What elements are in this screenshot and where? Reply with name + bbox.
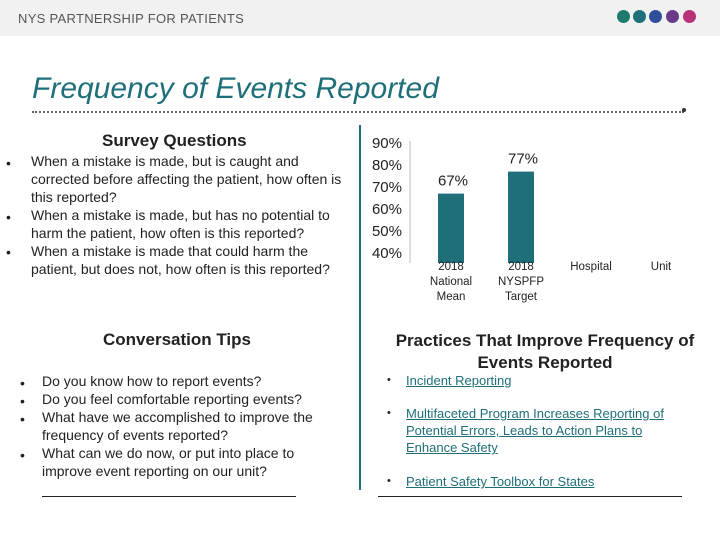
practices-underline <box>378 496 682 497</box>
x-tick-label: Hospital <box>570 261 612 273</box>
bullet-icon: • <box>6 209 11 225</box>
bar-nyspfp-target <box>508 172 534 263</box>
frequency-bar-chart <box>360 125 720 315</box>
page-title: Frequency of Events Reported <box>32 72 439 105</box>
x-tick-label: Target <box>505 291 537 303</box>
tips-list <box>42 372 342 480</box>
bullet-icon: • <box>6 244 11 260</box>
survey-list <box>31 152 353 278</box>
bullet-icon: • <box>387 407 391 419</box>
survey-question: When a mistake is made that could harm the patient, but does not, how often is this reported? <box>31 243 330 277</box>
bullet-icon: • <box>387 374 391 386</box>
x-tick-label: National <box>429 276 473 288</box>
data-label: 67% <box>437 172 469 190</box>
y-tick-label: 40% <box>371 245 402 262</box>
brand-dot <box>683 10 696 23</box>
brand-dot <box>633 10 646 23</box>
y-tick-label: 80% <box>371 157 402 174</box>
practices-heading: Practices That Improve Frequency of Events Reported <box>395 331 695 372</box>
link-patient-safety-toolbox[interactable]: Patient Safety Toolbox for States <box>406 474 595 489</box>
tip-item: Do you know how to report events? <box>42 373 262 389</box>
x-tick-label: 2018 <box>438 261 464 273</box>
y-tick-label: 90% <box>371 135 402 152</box>
brand-dots <box>617 10 712 24</box>
brand-dot <box>649 10 662 23</box>
link-incident-reporting[interactable]: Incident Reporting <box>406 373 512 388</box>
tips-underline <box>42 496 296 497</box>
bullet-icon: • <box>6 155 11 171</box>
x-tick-label: Mean <box>436 291 466 303</box>
top-banner <box>0 0 720 36</box>
organization-name: NYS PARTNERSHIP FOR PATIENTS <box>18 11 245 26</box>
x-tick-label: 2018 <box>508 261 534 273</box>
bullet-icon: • <box>20 411 25 427</box>
bullet-icon: • <box>20 375 25 391</box>
data-label: 77% <box>507 150 539 168</box>
y-tick-label: 70% <box>371 179 402 196</box>
brand-dot <box>666 10 679 23</box>
bullet-icon: • <box>20 393 25 409</box>
tip-item: What have we accomplished to improve the frequency of events reported? <box>42 409 313 443</box>
tip-item: Do you feel comfortable reporting events? <box>42 391 302 407</box>
x-tick-label: Unit <box>650 261 672 273</box>
brand-dot <box>617 10 630 23</box>
bullet-icon: • <box>20 447 25 463</box>
tips-heading: Conversation Tips <box>103 330 251 349</box>
tip-item: What can we do now, or put into place to improve event reporting on our unit? <box>42 445 295 479</box>
title-divider <box>32 111 684 113</box>
y-tick-label: 50% <box>371 223 402 240</box>
survey-question: When a mistake is made, but has no potential to harm the patient, how often is this reported? <box>31 207 330 241</box>
link-multifaceted-program[interactable]: Multifaceted Program Increases Reporting of Potential Errors, Leads to Action Plans to Enhance Safety <box>406 406 664 455</box>
title-divider-end <box>682 108 686 112</box>
x-tick-label: NYSPFP <box>497 276 545 288</box>
survey-question: When a mistake is made, but is caught and corrected before affecting the patient, how often is this reported? <box>31 153 342 205</box>
bar-national-mean <box>438 194 464 263</box>
y-tick-label: 60% <box>371 201 402 218</box>
bullet-icon: • <box>387 475 391 487</box>
survey-heading: Survey Questions <box>102 131 247 150</box>
